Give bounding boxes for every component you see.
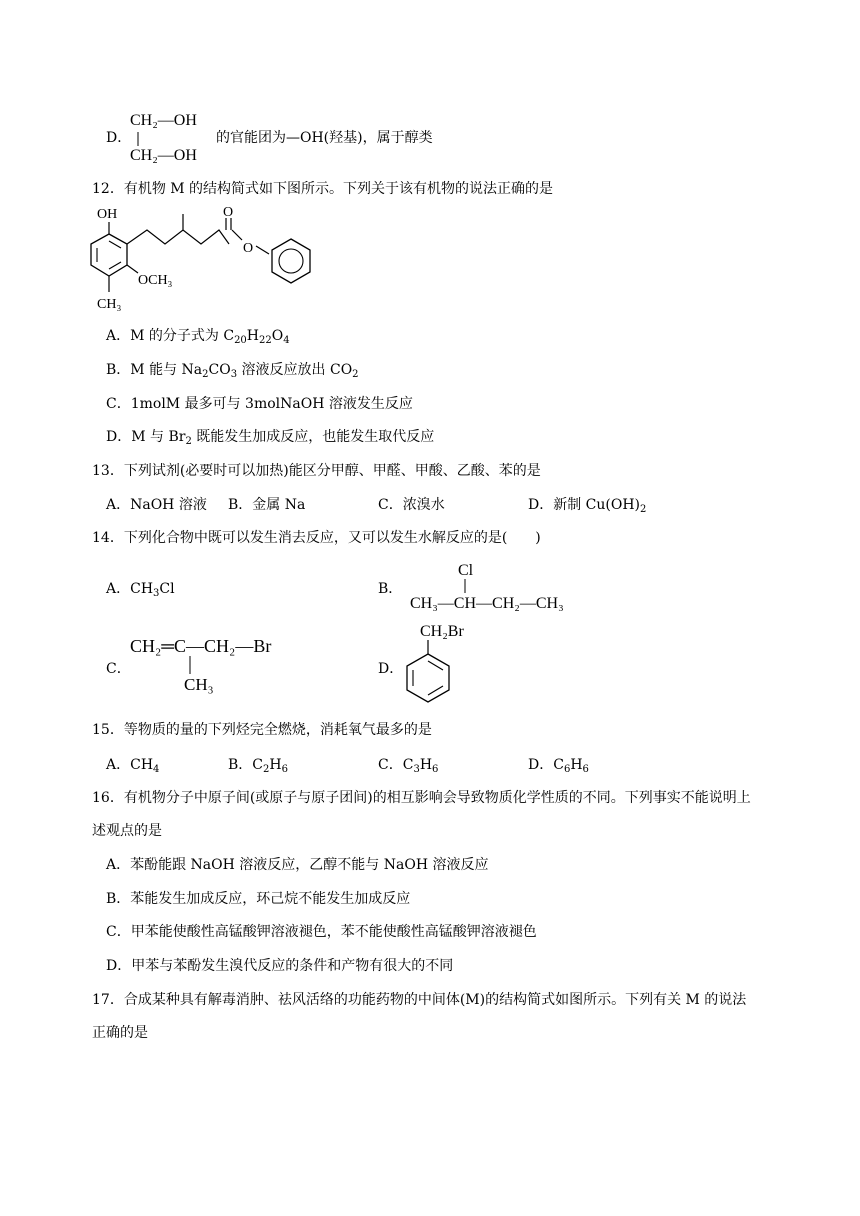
- q12-option-d[interactable]: D．M 与 $Br_2$ 既能发生加成反应，也能发生取代反应: [106, 429, 435, 447]
- q11-ethylene-glycol-structure: [128, 110, 218, 164]
- q16-stem-line2: 述观点的是: [92, 823, 162, 839]
- q16-stem-line1: 16．有机物分子中原子间(或原子与原子团间)的相互影响会导致物质化学性质的不同。下列事实不能说明上: [92, 790, 751, 806]
- q14-b-chain: CH₃—CH—CH₂—CH₃: [410, 595, 564, 612]
- q12-label-o-carbonyl: O: [223, 205, 234, 220]
- q14-option-c-label[interactable]: C．: [106, 661, 131, 677]
- q12-option-c[interactable]: C．1molM 最多可与 3molNaOH 溶液发生反应: [106, 396, 413, 412]
- q15-option-a[interactable]: A．$CH_4$: [106, 757, 160, 775]
- q14-option-a[interactable]: A．$CH_3Cl$: [106, 581, 175, 599]
- q14-option-b-label[interactable]: B．: [378, 581, 403, 597]
- q14-c-chain: CH₂═C—CH₂—Br: [130, 636, 272, 656]
- q11-formula-bottom: CH₂—OH: [130, 147, 197, 164]
- q16-option-c[interactable]: C．甲苯能使酸性高锰酸钾溶液褪色，苯不能使酸性高锰酸钾溶液褪色: [106, 924, 537, 940]
- q15-stem: 15．等物质的量的下列烃完全燃烧，消耗氧气最多的是: [92, 722, 432, 738]
- q15-option-b[interactable]: B．$C_2H_6$: [228, 757, 288, 775]
- q13-stem: 13．下列试剂(必要时可以加热)能区分甲醇、甲醛、甲酸、乙酸、苯的是: [92, 463, 541, 479]
- q12-option-b[interactable]: B．M 能与 $Na_2CO_3$ 溶液反应放出 $CO_2$: [106, 362, 359, 380]
- q15-option-d[interactable]: D．$C_6H_6$: [528, 757, 589, 775]
- q11-option-d-label: D．: [106, 130, 132, 146]
- q12-stem: 12．有机物 M 的结构简式如下图所示。下列关于该有机物的说法正确的是: [92, 181, 554, 197]
- q16-option-d[interactable]: D．甲苯与苯酚发生溴代反应的条件和产物有很大的不同: [106, 958, 454, 974]
- q12-label-oh: OH: [97, 207, 118, 222]
- q14-b-cl: Cl: [458, 562, 474, 579]
- q16-option-b[interactable]: B．苯能发生加成反应，环己烷不能发生加成反应: [106, 891, 411, 907]
- q14-option-c-structure: [128, 632, 308, 692]
- q12-structure-m: [70, 204, 330, 314]
- q12-label-ch3: CH₃: [97, 297, 122, 312]
- q12-label-och3: OCH₃: [138, 273, 173, 288]
- q13-option-c[interactable]: C．浓溴水: [378, 497, 445, 513]
- q17-stem-line2: 正确的是: [92, 1025, 148, 1041]
- q13-option-d[interactable]: D．新制 $Cu(OH)_2$: [528, 497, 647, 515]
- q14-stem: 14．下列化合物中既可以发生消去反应，又可以发生水解反应的是( ): [92, 530, 541, 546]
- q17-stem-line1: 17．合成某种具有解毒消肿、祛风活络的功能药物的中间体(M)的结构简式如图所示。下列有关 M 的说法: [92, 992, 747, 1008]
- q13-option-a[interactable]: A．NaOH 溶液: [106, 497, 207, 513]
- q11-formula-top: CH₂—OH: [130, 112, 197, 129]
- q14-d-ch2br: CH₂Br: [420, 623, 464, 640]
- q16-option-a[interactable]: A．苯酚能跟 NaOH 溶液反应，乙醇不能与 NaOH 溶液反应: [106, 857, 489, 873]
- q14-c-ch3: CH₃: [184, 675, 214, 694]
- q14-option-d-structure: [398, 622, 478, 712]
- q12-label-o-ester: O: [243, 241, 254, 256]
- q13-option-b[interactable]: B．金属 Na: [228, 497, 306, 513]
- q14-option-b-structure: [408, 560, 588, 612]
- q14-option-d-label[interactable]: D．: [378, 661, 404, 677]
- q11-option-d-text: 的官能团为—OH(羟基)，属于醇类: [216, 130, 433, 146]
- q12-option-a[interactable]: A．M 的分子式为 $C_{20}H_{22}O_4$: [106, 328, 290, 346]
- q15-option-c[interactable]: C．$C_3H_6$: [378, 757, 439, 775]
